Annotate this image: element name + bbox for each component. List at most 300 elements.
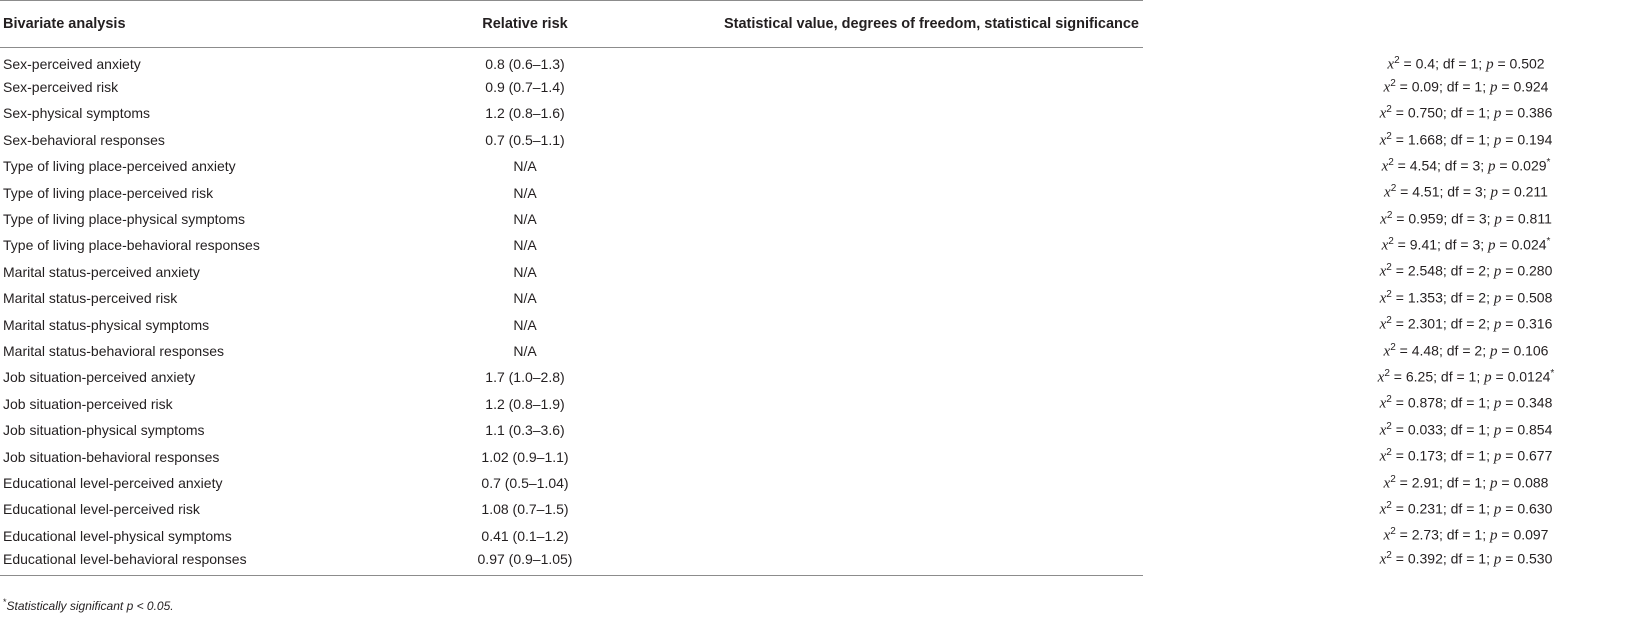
df-separator: ; df = [1438, 342, 1475, 359]
p-symbol: p [1493, 316, 1502, 333]
chi-symbol: x [1379, 501, 1387, 518]
table-row [0, 364, 1143, 390]
equals-sign: = [1497, 78, 1514, 95]
p-separator: ; [1486, 104, 1494, 121]
equals-sign: = [1501, 289, 1518, 306]
p-symbol: p [1493, 551, 1502, 568]
equals-sign: = [1497, 183, 1514, 200]
p-value: 0.280 [1517, 263, 1553, 280]
equals-sign: = [1501, 421, 1518, 438]
relative-risk-value: N/A [513, 263, 537, 280]
chi-square-value: 0.173 [1407, 447, 1443, 464]
p-symbol: p [1489, 79, 1498, 96]
p-separator: ; [1486, 210, 1495, 227]
row-label: Type of living place-perceived anxiety [3, 158, 236, 175]
chi-square-value: 0.09 [1411, 78, 1439, 95]
statistic-cell [650, 232, 1551, 258]
df-value: 1 [1478, 447, 1487, 464]
row-label: Educational level-perceived risk [3, 501, 200, 518]
p-symbol: p [1493, 501, 1502, 518]
statistic-cell [650, 523, 1549, 549]
chi-square-value: 1.668 [1407, 131, 1443, 148]
footnote-text: Statistically significant p < 0.05. [6, 599, 174, 613]
chi-exponent: 2 [1386, 209, 1393, 221]
statistic-cell [650, 100, 1553, 126]
chi-symbol: x [1379, 316, 1387, 333]
chi-square-value: 2.91 [1411, 474, 1439, 491]
chi-symbol: x [1379, 132, 1387, 149]
p-value: 0.211 [1513, 183, 1548, 200]
chi-exponent: 2 [1390, 183, 1397, 195]
df-separator: ; df = [1442, 289, 1479, 306]
statistic-expression [1384, 183, 1548, 202]
p-separator: ; [1486, 550, 1494, 567]
equals-sign: = [1501, 500, 1518, 517]
row-label: Job situation-perceived anxiety [3, 369, 196, 386]
header-statistical-value: Statistical value, degrees of freedom, statistical significance [650, 1, 1143, 48]
relative-risk-value: 0.97 (0.9–1.05) [400, 549, 650, 575]
p-symbol: p [1493, 422, 1502, 439]
chi-symbol: x [1380, 211, 1387, 228]
table-row [0, 549, 1143, 575]
p-symbol: p [1493, 290, 1502, 307]
relative-risk-value: 1.08 (0.7–1.5) [481, 501, 569, 518]
row-label: Marital status-perceived risk [3, 290, 178, 307]
df-value: 3 [1478, 210, 1487, 227]
statistic-expression [1384, 342, 1549, 361]
statistic-cell [650, 391, 1553, 417]
chi-symbol: x [1384, 184, 1391, 201]
df-separator: ; df = [1442, 131, 1479, 148]
p-symbol: p [1493, 132, 1502, 149]
p-symbol: p [1493, 264, 1502, 281]
df-separator: ; df = [1442, 315, 1479, 332]
p-symbol: p [1490, 184, 1498, 201]
relative-risk-value: N/A [513, 342, 537, 359]
equals-sign: = [1491, 368, 1508, 385]
table-row [0, 206, 1143, 232]
row-label: Educational level-physical symptoms [3, 527, 232, 544]
statistic-cell [650, 311, 1553, 337]
chi-square-value: 6.25 [1405, 368, 1434, 385]
equals-sign: = [1395, 78, 1412, 95]
row-label: Marital status-physical symptoms [3, 316, 210, 333]
relative-risk-value: 0.7 (0.5–1.04) [481, 474, 569, 491]
p-value: 0.530 [1517, 550, 1553, 567]
chi-square-value: 4.48 [1411, 342, 1439, 359]
df-separator: ; df = [1437, 236, 1473, 253]
equals-sign: = [1395, 342, 1412, 359]
df-value: 1 [1470, 55, 1479, 72]
chi-square-value: 4.54 [1409, 157, 1438, 174]
statistic-cell [650, 443, 1553, 469]
statistic-expression [1380, 210, 1552, 229]
equals-sign: = [1389, 368, 1406, 385]
p-separator: ; [1482, 183, 1491, 200]
p-value: 0.024 [1511, 236, 1547, 253]
row-label: Educational level-perceived anxiety [3, 474, 223, 491]
relative-risk-value: N/A [513, 211, 537, 228]
df-separator: ; df = [1438, 474, 1475, 491]
table-row [0, 259, 1143, 285]
statistic-expression [1380, 500, 1553, 519]
significance-marker: * [1550, 368, 1555, 380]
chi-exponent: 2 [1386, 315, 1392, 327]
p-symbol: p [1489, 528, 1498, 545]
equals-sign: = [1391, 104, 1408, 121]
df-separator: ; df = [1442, 447, 1479, 464]
df-separator: ; df = [1438, 527, 1475, 544]
statistic-cell [650, 285, 1553, 311]
df-value: 1 [1478, 500, 1487, 517]
table-row [0, 100, 1143, 126]
significance-marker: * [1546, 236, 1551, 248]
equals-sign: = [1391, 289, 1408, 306]
equals-sign: = [1501, 263, 1518, 280]
p-symbol: p [1493, 105, 1502, 122]
statistic-cell [650, 259, 1553, 285]
statistic-cell [650, 48, 1545, 74]
p-separator: ; [1486, 289, 1494, 306]
chi-square-value: 1.353 [1407, 289, 1443, 306]
p-value: 0.029 [1511, 157, 1547, 174]
table-row [0, 496, 1143, 522]
p-symbol: p [1488, 158, 1496, 175]
chi-symbol: x [1379, 264, 1387, 281]
statistic-expression [1380, 262, 1553, 281]
chi-exponent: 2 [1388, 236, 1394, 248]
df-value: 1 [1478, 131, 1487, 148]
statistic-expression [1384, 526, 1549, 545]
table-row [0, 338, 1143, 364]
p-separator: ; [1482, 527, 1490, 544]
df-separator: ; df = [1433, 368, 1469, 385]
equals-sign: = [1391, 500, 1408, 517]
df-separator: ; df = [1439, 183, 1475, 200]
chi-square-value: 2.73 [1411, 527, 1439, 544]
table-header [0, 1, 1143, 48]
relative-risk-value: 1.7 (1.0–2.8) [485, 369, 565, 386]
p-separator: ; [1486, 263, 1494, 280]
table-row [0, 311, 1143, 337]
p-separator: ; [1480, 236, 1489, 253]
table-row [0, 417, 1143, 443]
p-value: 0.508 [1517, 289, 1553, 306]
equals-sign: = [1501, 210, 1518, 227]
df-value: 1 [1478, 395, 1487, 412]
chi-exponent: 2 [1386, 420, 1392, 432]
chi-square-value: 4.51 [1412, 183, 1440, 200]
equals-sign: = [1493, 55, 1510, 72]
df-value: 1 [1474, 527, 1483, 544]
row-label: Marital status-behavioral responses [3, 342, 224, 359]
chi-exponent: 2 [1390, 473, 1396, 485]
statistic-cell [650, 417, 1553, 443]
statistic-cell [650, 364, 1555, 390]
row-label: Sex-perceived anxiety [3, 55, 141, 72]
relative-risk-value: N/A [513, 290, 537, 307]
equals-sign: = [1391, 131, 1408, 148]
chi-symbol: x [1381, 158, 1389, 175]
p-separator: ; [1486, 395, 1494, 412]
table-row [0, 179, 1143, 205]
row-label: Type of living place-physical symptoms [3, 211, 245, 228]
relative-risk-value: 1.2 (0.8–1.9) [485, 395, 565, 412]
chi-exponent: 2 [1390, 526, 1396, 538]
chi-square-value: 0.878 [1407, 395, 1443, 412]
statistic-expression [1380, 131, 1553, 150]
row-label: Job situation-physical symptoms [3, 422, 205, 439]
chi-exponent: 2 [1386, 447, 1392, 459]
relative-risk-value: N/A [513, 316, 537, 333]
chi-square-value: 9.41 [1409, 236, 1438, 253]
p-value: 0.630 [1517, 500, 1553, 517]
p-separator: ; [1486, 131, 1494, 148]
equals-sign: = [1393, 157, 1410, 174]
equals-sign: = [1501, 550, 1518, 567]
df-separator: ; df = [1442, 395, 1479, 412]
relative-risk-value: 1.2 (0.8–1.6) [485, 105, 565, 122]
statistic-expression [1380, 421, 1553, 440]
p-symbol: p [1488, 237, 1496, 254]
chi-exponent: 2 [1390, 341, 1396, 353]
row-label: Job situation-perceived risk [3, 395, 173, 412]
p-value: 0.502 [1509, 55, 1545, 72]
chi-square-value: 0.392 [1407, 550, 1443, 567]
statistic-cell [650, 153, 1551, 179]
relative-risk-value: N/A [513, 237, 537, 254]
chi-exponent: 2 [1386, 500, 1392, 511]
df-value: 3 [1474, 183, 1483, 200]
equals-sign: = [1395, 527, 1412, 544]
header-row [0, 1, 1143, 48]
row-label: Sex-physical symptoms [3, 105, 151, 122]
p-symbol: p [1484, 369, 1492, 386]
row-label: Sex-perceived risk [3, 79, 119, 96]
p-value: 0.348 [1517, 395, 1553, 412]
row-label: Marital status-perceived anxiety [3, 263, 200, 280]
equals-sign: = [1495, 236, 1512, 253]
equals-sign: = [1396, 183, 1413, 200]
p-separator: ; [1482, 342, 1490, 359]
statistic-expression [1378, 368, 1555, 387]
p-value: 0.677 [1517, 447, 1553, 464]
table-row [0, 523, 1143, 549]
chi-symbol: x [1383, 528, 1391, 545]
equals-sign: = [1497, 342, 1514, 359]
p-symbol: p [1486, 56, 1494, 73]
chi-symbol: x [1379, 422, 1387, 439]
statistic-expression [1382, 236, 1551, 255]
statistic-cell [650, 338, 1549, 364]
relative-risk-value: 1.1 (0.3–3.6) [485, 422, 565, 439]
chi-square-value: 0.959 [1408, 210, 1444, 227]
chi-symbol: x [1379, 290, 1387, 307]
chi-symbol: x [1379, 551, 1387, 568]
relative-risk-value: 0.7 (0.5–1.1) [485, 131, 565, 148]
statistic-expression [1380, 550, 1553, 569]
chi-square-value: 0.750 [1407, 104, 1443, 121]
p-separator: ; [1476, 368, 1485, 385]
table-row [0, 443, 1143, 469]
equals-sign: = [1501, 447, 1518, 464]
table-row [0, 74, 1143, 100]
statistic-cell [650, 179, 1548, 205]
chi-exponent: 2 [1394, 54, 1400, 66]
p-value: 0.811 [1517, 210, 1552, 227]
chi-symbol: x [1387, 56, 1395, 73]
equals-sign: = [1391, 421, 1408, 438]
relative-risk-value: N/A [513, 158, 537, 175]
table-body [0, 48, 1555, 576]
p-value: 0.088 [1513, 474, 1549, 491]
p-value: 0.194 [1517, 131, 1553, 148]
equals-sign: = [1501, 315, 1518, 332]
statistic-expression [1380, 447, 1553, 466]
df-separator: ; df = [1443, 210, 1479, 227]
p-separator: ; [1486, 447, 1494, 464]
p-symbol: p [1489, 343, 1498, 360]
chi-exponent: 2 [1388, 156, 1394, 168]
df-separator: ; df = [1435, 55, 1471, 72]
equals-sign: = [1391, 263, 1408, 280]
statistic-cell [650, 470, 1549, 496]
table-row [0, 232, 1143, 258]
df-separator: ; df = [1442, 500, 1479, 517]
equals-sign: = [1497, 474, 1514, 491]
equals-sign: = [1391, 550, 1408, 567]
statistic-expression [1384, 78, 1549, 97]
df-separator: ; df = [1442, 263, 1479, 280]
table-row [0, 127, 1143, 153]
header-bivariate-analysis: Bivariate analysis [0, 1, 400, 48]
chi-exponent: 2 [1386, 104, 1392, 116]
p-symbol: p [1489, 475, 1498, 492]
table-row [0, 391, 1143, 417]
chi-symbol: x [1379, 105, 1387, 122]
equals-sign: = [1501, 104, 1518, 121]
p-value: 0.106 [1513, 342, 1549, 359]
p-symbol: p [1494, 211, 1502, 228]
chi-exponent: 2 [1386, 288, 1392, 300]
chi-square-value: 2.548 [1407, 263, 1443, 280]
p-separator: ; [1486, 500, 1494, 517]
df-value: 1 [1478, 421, 1487, 438]
df-value: 2 [1478, 289, 1487, 306]
chi-exponent: 2 [1386, 262, 1392, 274]
equals-sign: = [1395, 474, 1412, 491]
chi-symbol: x [1383, 343, 1391, 360]
statistic-expression [1380, 104, 1553, 123]
chi-square-value: 0.231 [1407, 500, 1443, 517]
chi-square-value: 2.301 [1407, 315, 1443, 332]
p-value: 0.386 [1517, 104, 1553, 121]
row-label: Type of living place-behavioral responses [3, 237, 260, 254]
equals-sign: = [1391, 395, 1408, 412]
chi-symbol: x [1379, 396, 1387, 413]
p-value: 0.924 [1513, 78, 1549, 95]
statistic-expression [1384, 474, 1549, 493]
df-separator: ; df = [1442, 421, 1479, 438]
table-row [0, 285, 1143, 311]
footnote-asterisk: * [3, 597, 7, 607]
statistic-cell [650, 206, 1552, 232]
equals-sign: = [1392, 210, 1409, 227]
df-separator: ; df = [1438, 78, 1475, 95]
statistic-cell [650, 74, 1549, 100]
chi-exponent: 2 [1390, 77, 1396, 89]
relative-risk-value: 0.41 (0.1–1.2) [481, 527, 569, 544]
p-separator: ; [1480, 157, 1489, 174]
df-value: 1 [1478, 104, 1487, 121]
p-separator: ; [1486, 315, 1494, 332]
p-separator: ; [1486, 421, 1494, 438]
chi-square-value: 0.4 [1415, 55, 1436, 72]
chi-exponent: 2 [1386, 130, 1392, 142]
chi-symbol: x [1381, 237, 1389, 254]
p-separator: ; [1478, 55, 1487, 72]
relative-risk-value: 0.8 (0.6–1.3) [485, 55, 565, 72]
statistic-expression [1380, 289, 1553, 308]
relative-risk-value: N/A [513, 184, 537, 201]
equals-sign: = [1391, 315, 1408, 332]
relative-risk-value: 1.02 (0.9–1.1) [481, 448, 569, 465]
table-row [0, 153, 1143, 179]
significance-marker: * [1546, 156, 1551, 168]
df-value: 2 [1478, 263, 1487, 280]
chi-symbol: x [1383, 79, 1391, 96]
chi-exponent: 2 [1386, 549, 1392, 561]
statistic-expression [1382, 157, 1551, 176]
row-label: Job situation-behavioral responses [3, 448, 220, 465]
df-value: 3 [1472, 157, 1481, 174]
relative-risk-value: 0.9 (0.7–1.4) [485, 79, 565, 96]
equals-sign: = [1497, 527, 1514, 544]
chi-exponent: 2 [1384, 368, 1390, 380]
statistic-cell [650, 127, 1553, 153]
header-relative-risk: Relative risk [400, 1, 650, 48]
table-row [0, 48, 1143, 74]
row-label: Type of living place-perceived risk [3, 184, 214, 201]
chi-symbol: x [1383, 475, 1391, 492]
table-row [0, 470, 1143, 496]
p-value: 0.854 [1517, 421, 1553, 438]
equals-sign: = [1501, 395, 1518, 412]
df-value: 2 [1478, 315, 1487, 332]
equals-sign: = [1495, 157, 1512, 174]
df-value: 1 [1474, 474, 1483, 491]
df-value: 1 [1478, 550, 1487, 567]
equals-sign: = [1501, 131, 1518, 148]
statistic-expression [1387, 55, 1544, 74]
equals-sign: = [1391, 447, 1408, 464]
chi-symbol: x [1379, 448, 1387, 465]
row-label: Sex-behavioral responses [3, 131, 165, 148]
df-separator: ; df = [1437, 157, 1473, 174]
df-value: 1 [1474, 78, 1483, 95]
p-separator: ; [1482, 474, 1490, 491]
df-value: 2 [1474, 342, 1483, 359]
statistic-expression [1380, 394, 1553, 413]
p-value: 0.097 [1513, 527, 1549, 544]
p-separator: ; [1482, 78, 1490, 95]
df-separator: ; df = [1442, 550, 1479, 567]
equals-sign: = [1393, 236, 1410, 253]
table-footnote [3, 597, 174, 613]
df-value: 1 [1468, 368, 1477, 385]
chi-symbol: x [1377, 369, 1385, 386]
statistic-expression [1380, 315, 1553, 334]
